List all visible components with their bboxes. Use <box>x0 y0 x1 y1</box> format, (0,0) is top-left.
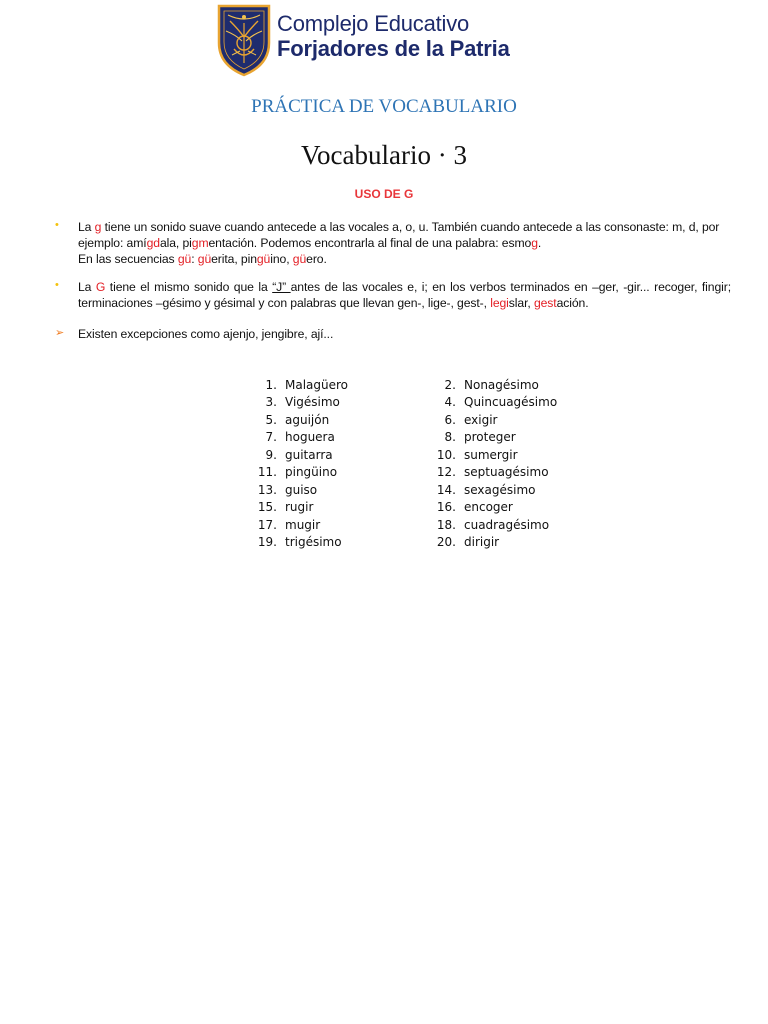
word-number: 20. <box>436 534 456 549</box>
word-number: 12. <box>436 465 456 480</box>
word-number: 14. <box>436 482 456 497</box>
word-item <box>255 429 348 446</box>
word: cuadragésimo <box>464 517 550 532</box>
rule-text: . <box>537 236 542 250</box>
arrow-bullet-icon: ➢ <box>55 327 65 339</box>
highlight: gü <box>292 252 307 266</box>
school-name-line1: Complejo Educativo <box>277 11 470 36</box>
word: dirigir <box>464 534 500 549</box>
word: Nonagésimo <box>464 378 539 392</box>
highlight: gest <box>533 296 557 310</box>
word: septuagésimo <box>464 465 549 480</box>
word-item <box>434 534 557 551</box>
word: exigir <box>464 412 498 427</box>
highlight: gm <box>191 236 209 250</box>
word-item <box>434 394 557 411</box>
section-heading: USO DE G <box>354 187 414 201</box>
word-number: 2. <box>444 378 456 392</box>
word: encoger <box>464 500 513 515</box>
word: guiso <box>285 482 318 497</box>
word-item <box>255 534 348 551</box>
school-header <box>216 3 556 79</box>
rule-hard-g <box>78 279 731 311</box>
practice-title: PRÁCTICA DE VOCABULARIO <box>251 96 517 117</box>
rule-text: erita, pin <box>211 252 257 266</box>
word-item <box>434 464 557 481</box>
word-item <box>434 517 557 534</box>
word-item <box>434 412 557 429</box>
school-crest-logo <box>216 3 272 77</box>
word: aguijón <box>285 412 330 427</box>
vocabulary-heading: Vocabulario · 3 <box>301 140 467 170</box>
word-item <box>434 482 557 499</box>
rule-text: tiene un sonido suave cuando antecede a las vocales a, o, u. También cuando antecede a las consonaste: m, d, por ejemplo: amí <box>78 220 720 250</box>
word-number: 13. <box>257 482 277 497</box>
highlight: g <box>531 236 538 250</box>
word: sumergir <box>464 447 518 462</box>
highlight: gd <box>146 236 160 250</box>
word: hoguera <box>285 430 335 445</box>
highlight: gü <box>177 252 192 266</box>
word-number: 17. <box>257 517 277 532</box>
word-number: 18. <box>436 517 456 532</box>
highlight: gü <box>197 252 212 266</box>
word: guitarra <box>285 447 333 462</box>
rule-text: La <box>78 280 96 294</box>
rule-text: tiene el mismo sonido que la <box>105 280 273 294</box>
rule-exceptions: Existen excepciones como ajenjo, jengibre, ají... <box>78 327 334 341</box>
word-item <box>255 499 348 516</box>
word-number: 4. <box>444 395 456 410</box>
word-number: 15. <box>257 500 277 515</box>
word-number: 5. <box>265 412 277 427</box>
word-list-right <box>434 377 557 551</box>
highlight: g <box>94 220 102 234</box>
word-number: 1. <box>265 378 277 392</box>
word: trigésimo <box>285 534 342 549</box>
word: Vigésimo <box>285 395 340 410</box>
rule-text: : <box>191 252 198 266</box>
school-name-line2: Forjadores de la Patria <box>277 36 510 61</box>
rule-soft-g <box>78 219 731 267</box>
word-number: 11. <box>257 465 277 480</box>
word-number: 19. <box>257 534 277 549</box>
word: pingüino <box>285 465 338 480</box>
bullet-icon: • <box>55 219 59 231</box>
rule-text: ala, pi <box>159 236 192 250</box>
word: mugir <box>285 517 321 532</box>
word-item <box>255 482 348 499</box>
word-number: 3. <box>265 395 277 410</box>
word: sexagésimo <box>464 482 536 497</box>
word-item <box>255 447 348 464</box>
word-item <box>434 429 557 446</box>
word-number: 10. <box>436 447 456 462</box>
word-item <box>434 447 557 464</box>
word-number: 6. <box>444 412 456 427</box>
underlined-j: “J” <box>272 280 291 294</box>
highlight: gü <box>256 252 271 266</box>
rule-text: entación. Podemos encontrarla al final de una palabra: esmo <box>208 236 532 250</box>
word-item <box>255 377 348 394</box>
word: rugir <box>285 500 314 515</box>
rule-text: antes de las vocales e, i; en los verbos terminados en –ger, -gir... recoger, fingir; terminaciones –gésimo y gésimal y con palabras que llevan gen-, lige-, gest-, <box>78 280 731 310</box>
word-number: 16. <box>436 500 456 515</box>
bullet-icon: • <box>55 279 59 291</box>
word-item <box>255 394 348 411</box>
word: proteger <box>464 430 516 445</box>
rule-text: ero. <box>306 252 327 266</box>
word-item <box>255 464 348 481</box>
rule-text: ino, <box>270 252 293 266</box>
rule-text: slar, <box>508 296 534 310</box>
rule-text: ación. <box>556 296 589 310</box>
word-list-left <box>255 377 348 551</box>
word-item <box>255 412 348 429</box>
word-item <box>434 499 557 516</box>
rule-text: En las secuencias <box>78 252 178 266</box>
word-item <box>255 517 348 534</box>
word: Quincuagésimo <box>464 395 558 410</box>
word-number: 9. <box>265 447 277 462</box>
rule-text: La <box>78 220 95 234</box>
highlight: G <box>95 280 106 294</box>
word-number: 8. <box>444 430 456 445</box>
highlight: legi <box>490 296 509 310</box>
word-number: 7. <box>265 430 277 445</box>
word: Malagüero <box>285 378 349 392</box>
word-item <box>434 377 557 394</box>
